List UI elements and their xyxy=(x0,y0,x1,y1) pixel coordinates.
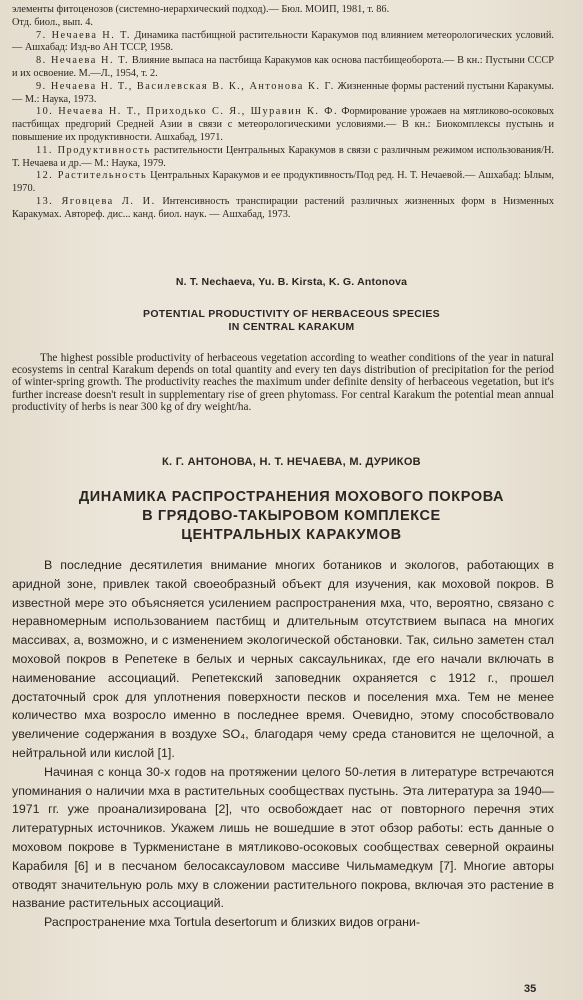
article-title xyxy=(0,488,583,545)
reference-text: Жизненные формы растений пустыни Каракумы.— М.: Наука, 1973. xyxy=(12,80,554,105)
reference-item xyxy=(12,81,554,107)
reference-text: Формирование урожаев на мятликово-осоковых пастбищах предгорий Средней Азии в связи с метеорологическими условиями.— В кн.: Биокомплексы пустынь и повышение их продуктивности. Ашхабад, 1971. xyxy=(12,106,554,143)
article-title-line: ЦЕНТРАЛЬНЫХ КАРАКУМОВ xyxy=(181,527,402,543)
reference-author: 13. Яговцева Л. И. xyxy=(36,195,156,207)
reference-continuation: Отд. биол., вып. 4. xyxy=(12,16,93,28)
reference-author: 11. Продуктивность xyxy=(36,144,151,156)
body-paragraph: Распространение мха Tortula desertorum и близких видов ограни- xyxy=(44,915,421,930)
reference-author: 12. Растительность xyxy=(36,170,148,182)
body-paragraph: Начиная с конца 30-х годов на протяжении целого 50-летия в литературе встречаются упоминания о наличии мха в растительных сообществах пустынь. Эта литература за 1940—1971 гг. уже проанализирована [2], что освобождает нас от повторного перечня этих литературных источников. Укажем лишь не вошедшие в этот обзор работы: есть данные о моховом покрове в Туркменистане в мятликово-осоковых сообществах северной окраины Карабиля [6] и в песчаном белосаксауловом массиве Чильмамедкум [7]. Многие авторы отводят значительную роль мху в сложении растительного покрова, включая это растение в название растительных ассоциаций. xyxy=(12,764,554,911)
reference-author: 9. Нечаева Н. Т., Василевская В. К., Антонова К. Г. xyxy=(36,80,335,92)
body-paragraph: В последние десятилетия внимание многих ботаников и экологов, работающих в аридной зоне, привлек такой своеобразный объект для изучения, как моховой покров. В известной мере это объясняется усилением распространения мха, что, вероятно, связано с неравномерным использованием пастбищ и длительным отсутствием выпаса на многих массивах, а, возможно, и с изменением экологической обстановки. Так, сильно заметен стал моховой покров в Репетеке в белых и черных саксаульниках, где его начали включать в наименование ассоциаций. Репетекский заповедник охраняется с 1912 г., прошел достаточный срок для уплотнения поверхности песков и поселения мха. Тем не менее количество мха возросло именно в последнее время. Очевидно, этому способствовало увеличение содержания в воздухе SO₄, благодаря чему среда становится не щелочной, а нейтральной или кислой [1]. xyxy=(12,558,554,760)
reference-item xyxy=(12,196,554,222)
page-number: 35 xyxy=(524,983,537,995)
reference-text: Динамика пастбищной растительности Каракумов под влиянием метеорологических условий.— Ашхабад: Изд-во АН ТССР, 1958. xyxy=(12,29,554,54)
reference-text: растительности Центральных Каракумов в связи с различным режимом использования/Н. Т. Нечаева и др.— М.: Наука, 1979. xyxy=(12,144,554,169)
english-abstract: The highest possible productivity of herbaceous vegetation according to weather conditions of the year in natural ecosystems in central Karakum depends on total quantity and every ten days distribution of precipitation for the period of winter-spring growth. The productivity reaches the maximum under definite density of herbaceous vegetation, but it's further increase doesn't result in supplementary rise of green phytomass. For central Karakum the potential mean annual productivity of herbs is near 300 kg of dry weight/ha. xyxy=(12,352,554,413)
reference-item xyxy=(12,106,554,144)
english-title-line: POTENTIAL PRODUCTIVITY OF HERBACEOUS SPECIES xyxy=(143,308,440,320)
reference-list xyxy=(12,4,554,222)
article-authors: К. Г. АНТОНОВА, Н. Т. НЕЧАЕВА, М. ДУРИКОВ xyxy=(162,456,421,468)
reference-item xyxy=(12,145,554,171)
reference-item xyxy=(12,30,554,56)
reference-text: Влияние выпаса на пастбища Каракумов как основа пастбищеоборота.— В кн.: Пустыни СССР и их освоение. М.—Л., 1954, т. 2. xyxy=(12,55,554,79)
article-title-line: В ГРЯДОВО-ТАКЫРОВОМ КОМПЛЕКСЕ xyxy=(142,508,441,524)
reference-item xyxy=(12,170,554,196)
english-title-line: IN CENTRAL KARAKUM xyxy=(228,321,355,333)
reference-item xyxy=(12,55,554,81)
english-authors: N. T. Nechaeva, Yu. B. Kirsta, K. G. Antonova xyxy=(175,276,408,288)
article-title-line: ДИНАМИКА РАСПРОСТРАНЕНИЯ МОХОВОГО ПОКРОВА xyxy=(78,489,505,505)
reference-author: 10. Нечаева Н. Т., Приходько С. Я., Шуравин К. Ф. xyxy=(36,106,339,118)
reference-continuation: элементы фитоценозов (системно-иерархический подход).— Бюл. МОИП, 1981, т. 86. xyxy=(12,4,390,15)
reference-author: 7. Нечаева Н. Т. xyxy=(36,29,131,41)
english-title xyxy=(0,308,583,334)
article-body xyxy=(12,556,554,932)
reference-author: 8. Нечаева Н. Т. xyxy=(36,55,130,67)
reference-text: Центральных Каракумов и ее продуктивность/Под ред. Н. Т. Нечаевой.— Ашхабад: Ылым, 1970. xyxy=(12,170,554,195)
reference-text: Интенсивность транспирации растений различных жизненных форм в Низменных Каракумах. Автореф. дис... канд. биол. наук. — Ашхабад, 1973. xyxy=(12,195,554,220)
